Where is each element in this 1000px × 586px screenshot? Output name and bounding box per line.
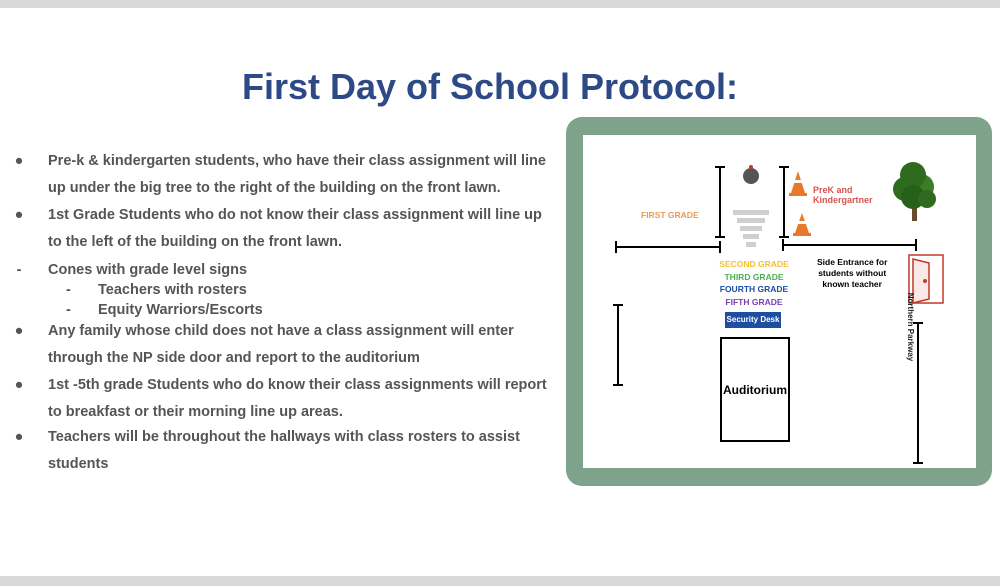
page-title: First Day of School Protocol: — [241, 66, 739, 107]
northern-parkway-label: Northern Parkway — [906, 292, 915, 362]
bullet-marker: ● — [14, 153, 24, 169]
side-entrance-line: students without — [818, 268, 887, 278]
bullet-marker: ● — [14, 323, 24, 339]
sub-item-text: Equity Warriors/Escorts — [98, 302, 263, 318]
list-item-text: students — [48, 456, 109, 472]
entrance-steps-icon — [733, 210, 769, 247]
list-item-text: through the NP side door and report to the auditorium — [48, 350, 420, 366]
dash-marker: - — [66, 282, 71, 298]
auditorium: Auditorium — [720, 337, 790, 442]
list-item-text: 1st Grade Students who do not know their class assignment will line up — [48, 207, 542, 223]
bullet-marker: ● — [14, 377, 24, 393]
entrance-right-marker — [779, 167, 789, 237]
side-entrance-line: Side Entrance for — [817, 257, 888, 267]
security-desk: Security Desk — [725, 312, 781, 328]
grade-sign: FIFTH GRADE — [725, 296, 783, 307]
side-entrance-label — [817, 257, 887, 290]
right-path-line — [783, 239, 916, 251]
grade-sign: SECOND GRADE — [719, 259, 789, 269]
left-path-line — [616, 241, 720, 253]
list-item-text: up under the big tree to the right of the building on the front lawn. — [48, 180, 501, 196]
list-item-text: Any family whose child does not have a class assignment will enter — [48, 323, 514, 339]
entrance-left-marker — [715, 167, 725, 237]
grade-sign: THIRD GRADE — [724, 271, 784, 282]
campus-map — [583, 135, 976, 468]
left-vertical-path — [613, 305, 623, 385]
sub-item-text: Teachers with rosters — [98, 282, 247, 298]
dash-marker: - — [66, 302, 71, 318]
list-item-text: Teachers will be throughout the hallways with class rosters to assist — [48, 429, 520, 445]
dash-marker: - — [16, 262, 22, 278]
bell-icon — [743, 165, 759, 184]
cone-icon — [793, 213, 811, 236]
first-grade-label: FIRST GRADE — [641, 210, 699, 220]
prek-label-line: Kindergartner — [813, 195, 873, 205]
bullet-marker: ● — [14, 429, 24, 445]
bullet-marker: ● — [14, 207, 24, 223]
list-item-text: Pre-k & kindergarten students, who have their class assignment will line — [48, 153, 546, 169]
list-item-text: to the left of the building on the front lawn. — [48, 234, 342, 250]
grade-sign: FOURTH GRADE — [719, 284, 789, 294]
list-item-text: Cones with grade level signs — [48, 262, 248, 278]
tree-icon — [893, 162, 936, 221]
list-item-text: 1st -5th grade Students who do know their class assignments will report — [48, 377, 547, 393]
prek-label-line: PreK and — [813, 185, 853, 195]
prek-label — [813, 185, 873, 205]
cone-icon — [789, 171, 807, 196]
side-entrance-line: known teacher — [822, 279, 882, 289]
list-item-text: to breakfast or their morning line up areas. — [48, 404, 343, 420]
